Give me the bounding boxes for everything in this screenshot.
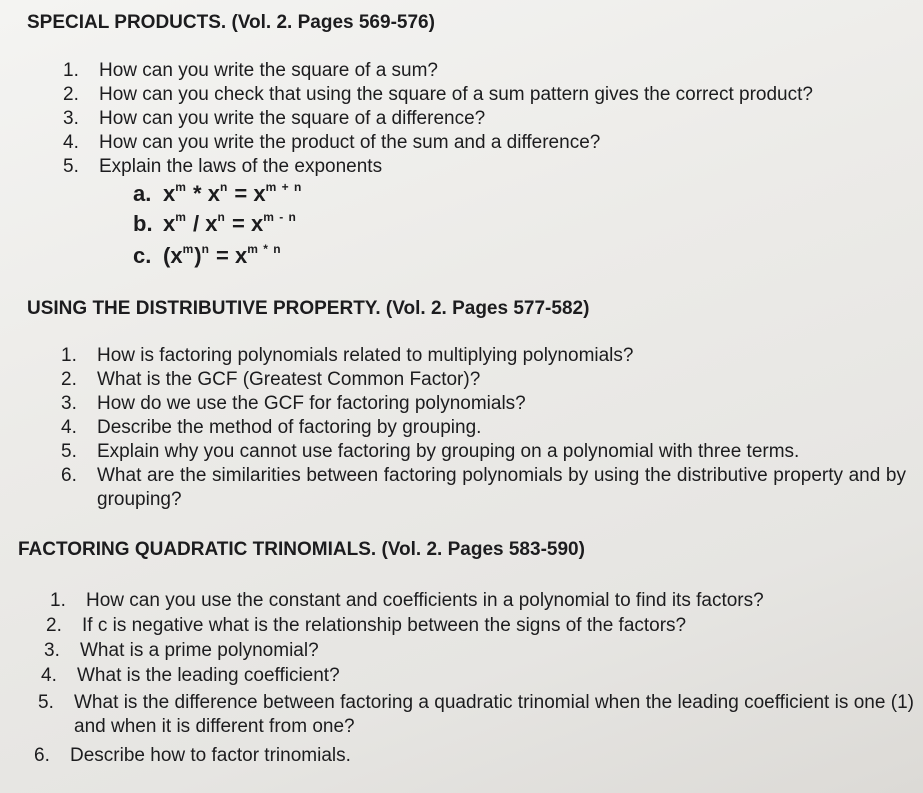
exponent: n <box>217 210 226 224</box>
list-item <box>61 392 526 416</box>
equals: = <box>228 181 254 206</box>
exponent: n <box>201 242 210 256</box>
operator: * <box>186 181 208 206</box>
exponent-law-a <box>133 181 302 207</box>
list-item <box>38 691 914 739</box>
section-heading-factoring-quadratic-trinomials: FACTORING QUADRATIC TRINOMIALS. (Vol. 2. Pages 583-590) <box>18 539 585 560</box>
exponent-law-c <box>133 243 282 269</box>
item-number: 1. <box>63 60 79 81</box>
item-number: 4. <box>61 417 77 438</box>
exponent: m <box>182 242 195 256</box>
exponent-law-b <box>133 211 297 237</box>
item-text: What is the difference between factoring a quadratic trinomial when the leading coefficient is one (1) and when it is different from one? <box>74 692 914 737</box>
item-number: 5. <box>63 156 79 177</box>
list-item <box>44 639 319 663</box>
exponent: m <box>175 180 187 194</box>
list-item <box>63 155 382 179</box>
section-heading-special-products: SPECIAL PRODUCTS. (Vol. 2. Pages 569-576) <box>27 12 435 33</box>
item-number: 1. <box>61 345 77 366</box>
base: x <box>163 181 176 206</box>
item-number: 5. <box>38 692 54 713</box>
item-number: 3. <box>44 640 60 661</box>
operator: ) <box>194 243 202 268</box>
item-text: What are the similarities between factoring polynomials by using the distributive property and by grouping? <box>97 465 906 510</box>
list-item <box>41 664 340 688</box>
item-number: 2. <box>63 84 79 105</box>
item-text: Explain why you cannot use factoring by grouping on a polynomial with three terms. <box>97 441 800 462</box>
item-text: What is a prime polynomial? <box>80 640 319 661</box>
exponent: m + n <box>265 180 303 194</box>
item-text: How can you write the product of the sum and a difference? <box>99 132 601 153</box>
item-text: How can you check that using the square of a sum pattern gives the correct product? <box>99 84 813 105</box>
section-heading-distributive-property: USING THE DISTRIBUTIVE PROPERTY. (Vol. 2. Pages 577-582) <box>27 298 590 319</box>
item-number: 4. <box>63 132 79 153</box>
item-text: How do we use the GCF for factoring polynomials? <box>97 393 526 414</box>
item-number: 6. <box>34 745 50 766</box>
item-text: Describe the method of factoring by grouping. <box>97 417 482 438</box>
base: x <box>250 211 264 236</box>
item-number: 5. <box>61 441 77 462</box>
item-number: 3. <box>63 108 79 129</box>
base: x <box>163 211 176 236</box>
list-item <box>61 464 906 512</box>
item-text: How can you write the square of a difference? <box>99 108 486 129</box>
item-text: Describe how to factor trinomials. <box>70 745 351 766</box>
equals: = <box>225 211 251 236</box>
item-number: 2. <box>46 615 62 636</box>
item-number: 6. <box>61 465 77 486</box>
item-text: What is the leading coefficient? <box>77 665 340 686</box>
law-label: a. <box>133 181 152 206</box>
law-label: c. <box>133 243 152 268</box>
law-label: b. <box>133 211 153 236</box>
list-item <box>46 614 686 638</box>
equals: = <box>209 243 235 268</box>
base: x <box>234 243 248 268</box>
item-number: 3. <box>61 393 77 414</box>
item-number: 2. <box>61 369 77 390</box>
list-item <box>61 416 481 440</box>
exponent: n <box>219 180 229 194</box>
list-item <box>34 744 351 768</box>
list-item <box>61 344 633 368</box>
list-item <box>63 131 600 155</box>
item-text: How is factoring polynomials related to multiplying polynomials? <box>97 345 634 366</box>
list-item <box>63 107 485 131</box>
item-text: How can you use the constant and coefficients in a polynomial to find its factors? <box>86 590 764 611</box>
base: x <box>207 181 220 206</box>
item-text: Explain the laws of the exponents <box>99 156 383 177</box>
item-text: How can you write the square of a sum? <box>99 60 439 81</box>
list-item <box>61 368 480 392</box>
list-item <box>61 440 799 464</box>
list-item <box>63 83 813 107</box>
base: x <box>205 211 218 236</box>
base: (x <box>163 243 183 268</box>
item-text: What is the GCF (Greatest Common Factor)? <box>97 369 481 390</box>
exponent: m * n <box>247 242 282 256</box>
exponent: m <box>175 210 187 224</box>
list-item <box>50 589 764 613</box>
item-number: 1. <box>50 590 66 611</box>
item-number: 4. <box>41 665 57 686</box>
item-text: If c is negative what is the relationship between the signs of the factors? <box>82 615 687 636</box>
operator: / <box>186 211 206 236</box>
exponent: m - n <box>263 210 297 224</box>
list-item <box>63 59 438 83</box>
base: x <box>253 181 266 206</box>
